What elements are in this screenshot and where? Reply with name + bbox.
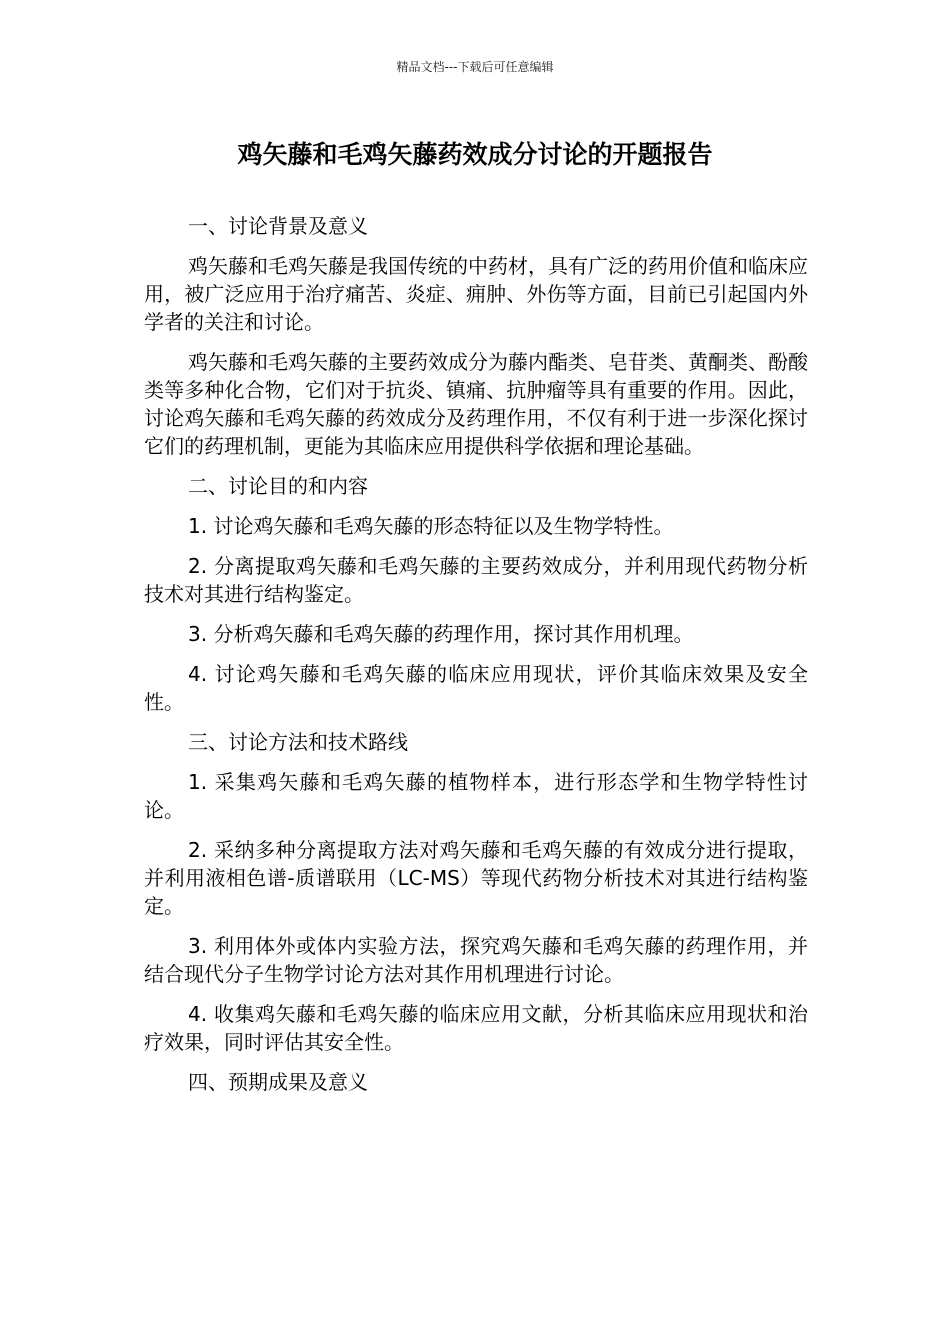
objective-item-4: 4. 讨论鸡矢藤和毛鸡矢藤的临床应用现状，评价其临床效果及安全性。 <box>144 662 808 714</box>
section-heading-methods: 三、讨论方法和技术路线 <box>188 730 408 754</box>
objective-item-1: 1. 讨论鸡矢藤和毛鸡矢藤的形态特征以及生物学特性。 <box>188 514 674 538</box>
section-heading-background: 一、讨论背景及意义 <box>188 214 368 238</box>
method-item-3: 3. 利用体外或体内实验方法，探究鸡矢藤和毛鸡矢藤的药理作用，并结合现代分子生物学讨论方法对其作用机理进行讨论。 <box>144 934 808 986</box>
document-body <box>144 212 808 1108</box>
method-item-2: 2. 采纳多种分离提取方法对鸡矢藤和毛鸡矢藤的有效成分进行提取，并利用液相色谱-质谱联用（LC-MS）等现代药物分析技术对其进行结构鉴定。 <box>144 838 808 918</box>
objective-item-2: 2. 分离提取鸡矢藤和毛鸡矢藤的主要药效成分，并利用现代药物分析技术对其进行结构鉴定。 <box>144 554 808 606</box>
objective-item-3: 3. 分析鸡矢藤和毛鸡矢藤的药理作用，探讨其作用机理。 <box>188 622 694 646</box>
document-title: 鸡矢藤和毛鸡矢藤药效成分讨论的开题报告 <box>237 140 713 169</box>
paragraph-background-2: 鸡矢藤和毛鸡矢藤的主要药效成分为藤内酯类、皂苷类、黄酮类、酚酸类等多种化合物，它们对于抗炎、镇痛、抗肿瘤等具有重要的作用。因此，讨论鸡矢藤和毛鸡矢藤的药效成分及药理作用，不仅有利于进一步深化探讨它们的药理机制，更能为其临床应用提供科学依据和理论基础。 <box>144 350 808 458</box>
section-heading-objectives: 二、讨论目的和内容 <box>188 474 368 498</box>
paragraph-background-1: 鸡矢藤和毛鸡矢藤是我国传统的中药材，具有广泛的药用价值和临床应用，被广泛应用于治疗痛苦、炎症、痈肿、外伤等方面，目前已引起国内外学者的关注和讨论。 <box>144 254 808 334</box>
page-header-note: 精品文档---下载后可任意编辑 <box>396 60 554 74</box>
method-item-1: 1. 采集鸡矢藤和毛鸡矢藤的植物样本，进行形态学和生物学特性讨论。 <box>144 770 808 822</box>
method-item-4: 4. 收集鸡矢藤和毛鸡矢藤的临床应用文献，分析其临床应用现状和治疗效果，同时评估其安全性。 <box>144 1002 808 1054</box>
section-heading-outcomes: 四、预期成果及意义 <box>188 1070 368 1094</box>
